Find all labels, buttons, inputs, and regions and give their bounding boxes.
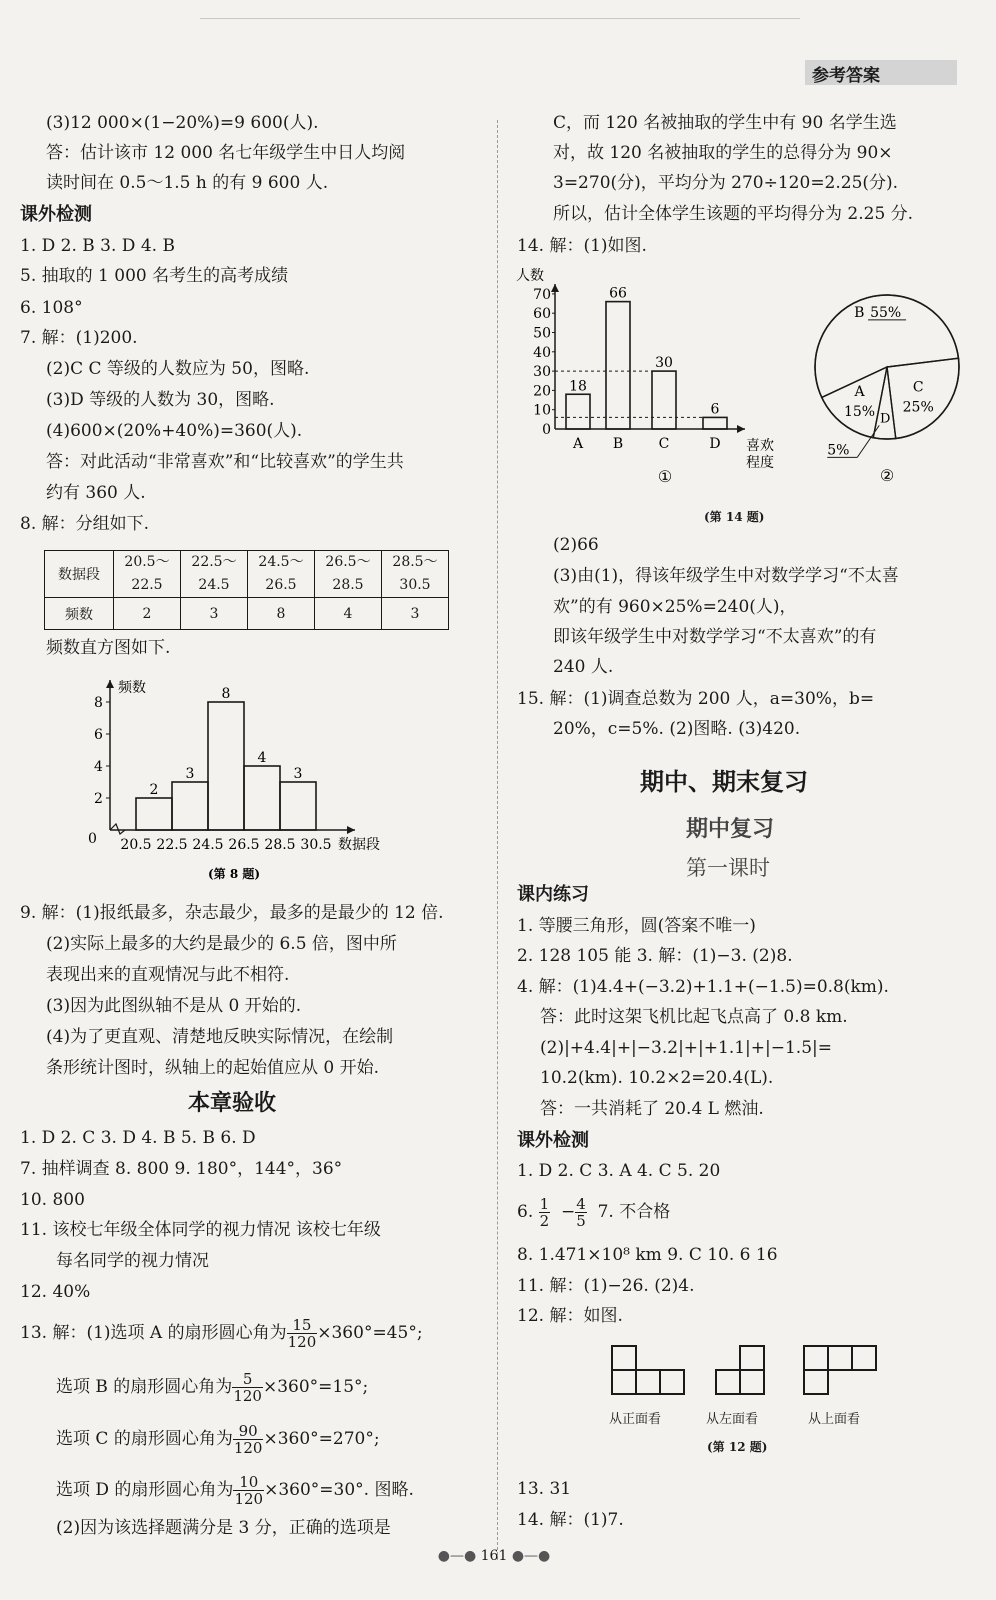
x-tick-label: A — [572, 436, 584, 452]
table-cell: 22.5～ 24.5 — [181, 551, 248, 598]
text-line: 约有 360 人. — [46, 483, 146, 503]
fraction: $\frac{1}{2}$ — [539, 1195, 550, 1230]
table-cell: 26.5～ 28.5 — [315, 551, 382, 598]
x-axis-arrow — [737, 425, 745, 433]
histogram-bar — [208, 702, 244, 830]
text-line: 7. 抽样调查 8. 800 9. 180°，144°，36° — [20, 1159, 343, 1179]
text-line: 8. 解：分组如下. — [20, 514, 150, 534]
text-line: 15. 解：(1)调查总数为 200 人，a=30%，b= — [517, 689, 875, 709]
x-tick-label: B — [612, 436, 624, 452]
section-title: 课外检测 — [517, 1130, 589, 1151]
table-cell: 28.5～ 30.5 — [382, 551, 449, 598]
text-line: 9. 解：(1)报纸最多，杂志最少，最多的是最少的 12 倍. — [20, 903, 444, 923]
section-title: 课外检测 — [20, 204, 92, 225]
text-line: 答：对此活动“非常喜欢”和“比较喜欢”的学生共 — [46, 452, 404, 472]
figure-caption: (第 12 题) — [707, 1440, 768, 1454]
page-number: ●—● 161 ●—● — [437, 1548, 551, 1564]
table-header: 频数 — [45, 598, 114, 630]
y-tick-label: 60 — [533, 306, 551, 323]
text-line: (3)D 等级的人数为 30，图略. — [46, 390, 275, 410]
front-view — [612, 1346, 684, 1394]
text-line: 7. 解：(1)200. — [20, 328, 138, 348]
text-line: 1. 等腰三角形，圆(答案不唯一) — [517, 916, 756, 936]
text-line: (4)600×(20%+40%)=360(人). — [46, 421, 303, 441]
slice-value: 25% — [902, 399, 934, 416]
y-tick-label: 2 — [94, 791, 103, 807]
text-line: 1. D 2. B 3. D 4. B — [20, 236, 175, 256]
text-line: 11. 解：(1)−26. (2)4. — [517, 1276, 695, 1296]
three-views-figure — [600, 1340, 900, 1410]
x-axis-label: 数据段 — [338, 837, 380, 853]
text-line: 条形统计图时，纵轴上的起始值应从 0 开始. — [46, 1058, 380, 1078]
table-cell: 3 — [382, 598, 449, 630]
fraction: $\frac{10}{120}$ — [234, 1473, 264, 1508]
pie-slice — [887, 358, 959, 438]
section-title: 本章验收 — [188, 1091, 277, 1116]
chart-label: ① — [657, 467, 673, 486]
origin-label: 0 — [88, 831, 97, 847]
y-tick-label: 30 — [533, 364, 551, 381]
x-tick-label: 30.5 — [300, 837, 332, 853]
bar-value-label: 4 — [257, 750, 267, 766]
text-line: 1. D 2. C 3. A 4. C 5. 20 — [517, 1161, 721, 1181]
x-tick-label: 28.5 — [264, 837, 296, 853]
histogram-bar — [244, 766, 280, 830]
text-line: (2)C C 等级的人数应为 50，图略. — [46, 359, 310, 379]
slice-value: 55% — [870, 304, 902, 321]
text-line: 频数直方图如下. — [46, 638, 171, 658]
x-axis-label: 喜欢 — [746, 438, 774, 454]
slice-value: 15% — [843, 404, 876, 421]
text-line: 所以，估计全体学生该题的平均得分为 2.25 分. — [553, 204, 914, 224]
x-tick-label: C — [658, 436, 670, 452]
slice-name: B — [854, 304, 865, 321]
histogram-bar — [136, 798, 172, 830]
formula-line: 6. $\frac{1}{2}$ − $\frac{4}{5}$ 7. 不合格 — [517, 1195, 671, 1230]
bar — [566, 394, 590, 429]
figure-caption: (第 14 题) — [704, 510, 765, 524]
text-line: 表现出来的直观情况与此不相符. — [46, 965, 290, 985]
text-line: (2)实际上最多的大约是最少的 6.5 倍，图中所 — [46, 934, 397, 954]
text-line: 答：一共消耗了 20.4 L 燃油. — [540, 1099, 764, 1119]
text-line: 每名同学的视力情况 — [56, 1251, 209, 1271]
text-line: 10.2(km). 10.2×2=20.4(L). — [540, 1068, 774, 1088]
x-axis-label: 程度 — [746, 455, 774, 471]
text-line: 欢”的有 960×25%=240(人)， — [553, 597, 797, 617]
bar — [652, 371, 676, 429]
table-cell: 20.5～ 22.5 — [114, 551, 181, 598]
text-line: 11. 该校七年级全体同学的视力情况 该校七年级 — [20, 1220, 381, 1240]
leader-line — [857, 425, 879, 457]
view-label: 从左面看 — [706, 1412, 759, 1427]
view-label: 从正面看 — [609, 1412, 662, 1427]
column-divider — [497, 120, 498, 1560]
section-title: 课内练习 — [517, 884, 589, 905]
fraction: $\frac{4}{5}$ — [576, 1195, 586, 1230]
section-header: 参考答案 — [812, 66, 880, 86]
table-cell: 24.5～ 26.5 — [248, 551, 315, 598]
text-line: (3)因为此图纵轴不是从 0 开始的. — [46, 996, 302, 1016]
y-tick-label: 20 — [533, 383, 551, 400]
table-cell: 2 — [114, 598, 181, 630]
text-line: 14. 解：(1)如图. — [517, 236, 647, 256]
text-line: 答：估计该市 12 000 名七年级学生中日人均阅 — [46, 143, 406, 163]
bar-value-label: 18 — [569, 378, 587, 395]
y-tick-label: 6 — [94, 727, 103, 743]
slice-name: A — [854, 384, 865, 401]
table-cell: 3 — [181, 598, 248, 630]
figure-caption: (第 8 题) — [207, 867, 261, 881]
text-line: 12. 解：如图. — [517, 1306, 623, 1326]
text-line: 3=270(分)，平均分为 270÷120=2.25(分). — [553, 173, 899, 193]
slice-value: 5% — [827, 442, 850, 459]
bar-value-label: 8 — [221, 686, 231, 702]
slice-name: C — [912, 379, 924, 396]
text-line: C，而 120 名被抽取的学生中有 90 名学生选 — [553, 113, 897, 133]
x-tick-label: D — [709, 436, 721, 452]
text-line: 2. 128 105 能 3. 解：(1)−3. (2)8. — [517, 946, 793, 966]
text-line: 1. D 2. C 3. D 4. B 5. B 6. D — [20, 1128, 256, 1148]
x-tick-label: 22.5 — [156, 837, 188, 853]
bar-value-label: 6 — [710, 401, 720, 418]
fraction: $\frac{15}{120}$ — [287, 1316, 317, 1351]
view-label: 从上面看 — [808, 1412, 861, 1427]
bar-value-label: 3 — [293, 766, 303, 782]
y-axis-arrow — [106, 680, 114, 688]
y-tick-label: 40 — [533, 344, 551, 361]
text-line: 答：此时这架飞机比起飞点高了 0.8 km. — [540, 1007, 848, 1027]
y-tick-label: 4 — [94, 759, 103, 775]
section-title: 期中复习 — [686, 817, 775, 842]
text-line: 10. 800 — [20, 1190, 85, 1210]
text-line: 240 人. — [553, 657, 614, 677]
y-axis-arrow — [551, 284, 559, 292]
y-tick-label: 0 — [542, 422, 551, 438]
text-line: (3)12 000×(1−20%)=9 600(人). — [46, 113, 319, 133]
text-line: (2)|+4.4|+|−3.2|+|+1.1|+|−1.5|= — [540, 1038, 832, 1058]
top-rule — [200, 18, 800, 19]
histogram-chart — [80, 672, 400, 887]
text-line: 20%，c=5%. (2)图略. (3)420. — [553, 719, 801, 739]
bar — [606, 302, 630, 429]
fraction: $\frac{5}{120}$ — [233, 1370, 262, 1405]
y-axis-label: 频数 — [118, 680, 146, 696]
text-line: 14. 解：(1)7. — [517, 1510, 624, 1530]
top-view — [804, 1346, 876, 1394]
y-tick-label: 8 — [94, 695, 103, 711]
text-line: (2)66 — [553, 535, 599, 555]
text-line: 即该年级学生中对数学学习“不太喜欢”的有 — [553, 627, 877, 647]
text-line: 5. 抽取的 1 000 名考生的高考成绩 — [20, 266, 289, 286]
histogram-bar — [172, 782, 208, 830]
text-line: 对，故 120 名被抽取的学生的总得分为 90× — [553, 143, 893, 163]
y-tick-label: 10 — [533, 402, 551, 419]
x-axis-arrow — [347, 826, 355, 834]
bar-chart — [510, 262, 800, 487]
fraction: $\frac{90}{120}$ — [233, 1422, 263, 1457]
formula-line: 选项 D 的扇形圆心角为 $\frac{10}{120}$ ×360°=30°. 图略. — [56, 1473, 414, 1508]
table-cell: 8 — [248, 598, 315, 630]
text-line: 读时间在 0.5～1.5 h 的有 9 600 人. — [46, 173, 329, 193]
text-line: 13. 31 — [517, 1479, 572, 1499]
text-line: 4. 解：(1)4.4+(−3.2)+1.1+(−1.5)=0.8(km). — [517, 977, 889, 997]
text-line: (4)为了更直观、清楚地反映实际情况，在绘制 — [46, 1027, 394, 1047]
x-tick-label: 26.5 — [228, 837, 260, 853]
formula-line: 选项 C 的扇形圆心角为 $\frac{90}{120}$ ×360°=270°; — [56, 1422, 380, 1457]
text-line: 12. 40% — [20, 1282, 91, 1302]
bar-value-label: 2 — [149, 782, 159, 798]
bar-value-label: 30 — [655, 355, 673, 372]
slice-name: D — [880, 411, 891, 427]
lesson-title: 第一课时 — [686, 856, 770, 880]
pie-chart — [790, 285, 980, 485]
y-tick-label: 70 — [533, 286, 551, 303]
text-line: 8. 1.471×10⁸ km 9. C 10. 6 16 — [517, 1245, 778, 1265]
chart-label: ② — [879, 466, 895, 485]
bar-value-label: 66 — [609, 285, 627, 302]
frequency-table — [44, 550, 449, 630]
histogram-bar — [280, 782, 316, 830]
y-axis-label: 人数 — [516, 268, 544, 284]
pie-slice — [822, 367, 887, 438]
formula-line: 选项 B 的扇形圆心角为 $\frac{5}{120}$ ×360°=15°; — [56, 1370, 369, 1405]
table-cell: 4 — [315, 598, 382, 630]
x-tick-label: 24.5 — [192, 837, 224, 853]
table-header: 数据段 — [45, 551, 114, 598]
y-tick-label: 50 — [533, 325, 551, 342]
text-line: (2)因为该选择题满分是 3 分，正确的选项是 — [56, 1518, 391, 1538]
chapter-title: 期中、期末复习 — [640, 768, 808, 796]
bar — [703, 417, 727, 429]
bar-value-label: 3 — [185, 766, 195, 782]
text-line: (3)由(1)，得该年级学生中对数学学习“不太喜 — [553, 566, 899, 586]
formula-line: 13. 解：(1)选项 A 的扇形圆心角为 $\frac{15}{120}$ ×360°=45°; — [20, 1316, 423, 1351]
x-tick-label: 20.5 — [120, 837, 152, 853]
left-view — [716, 1346, 764, 1394]
text-line: 6. 108° — [20, 298, 83, 318]
axis-break — [110, 824, 125, 834]
